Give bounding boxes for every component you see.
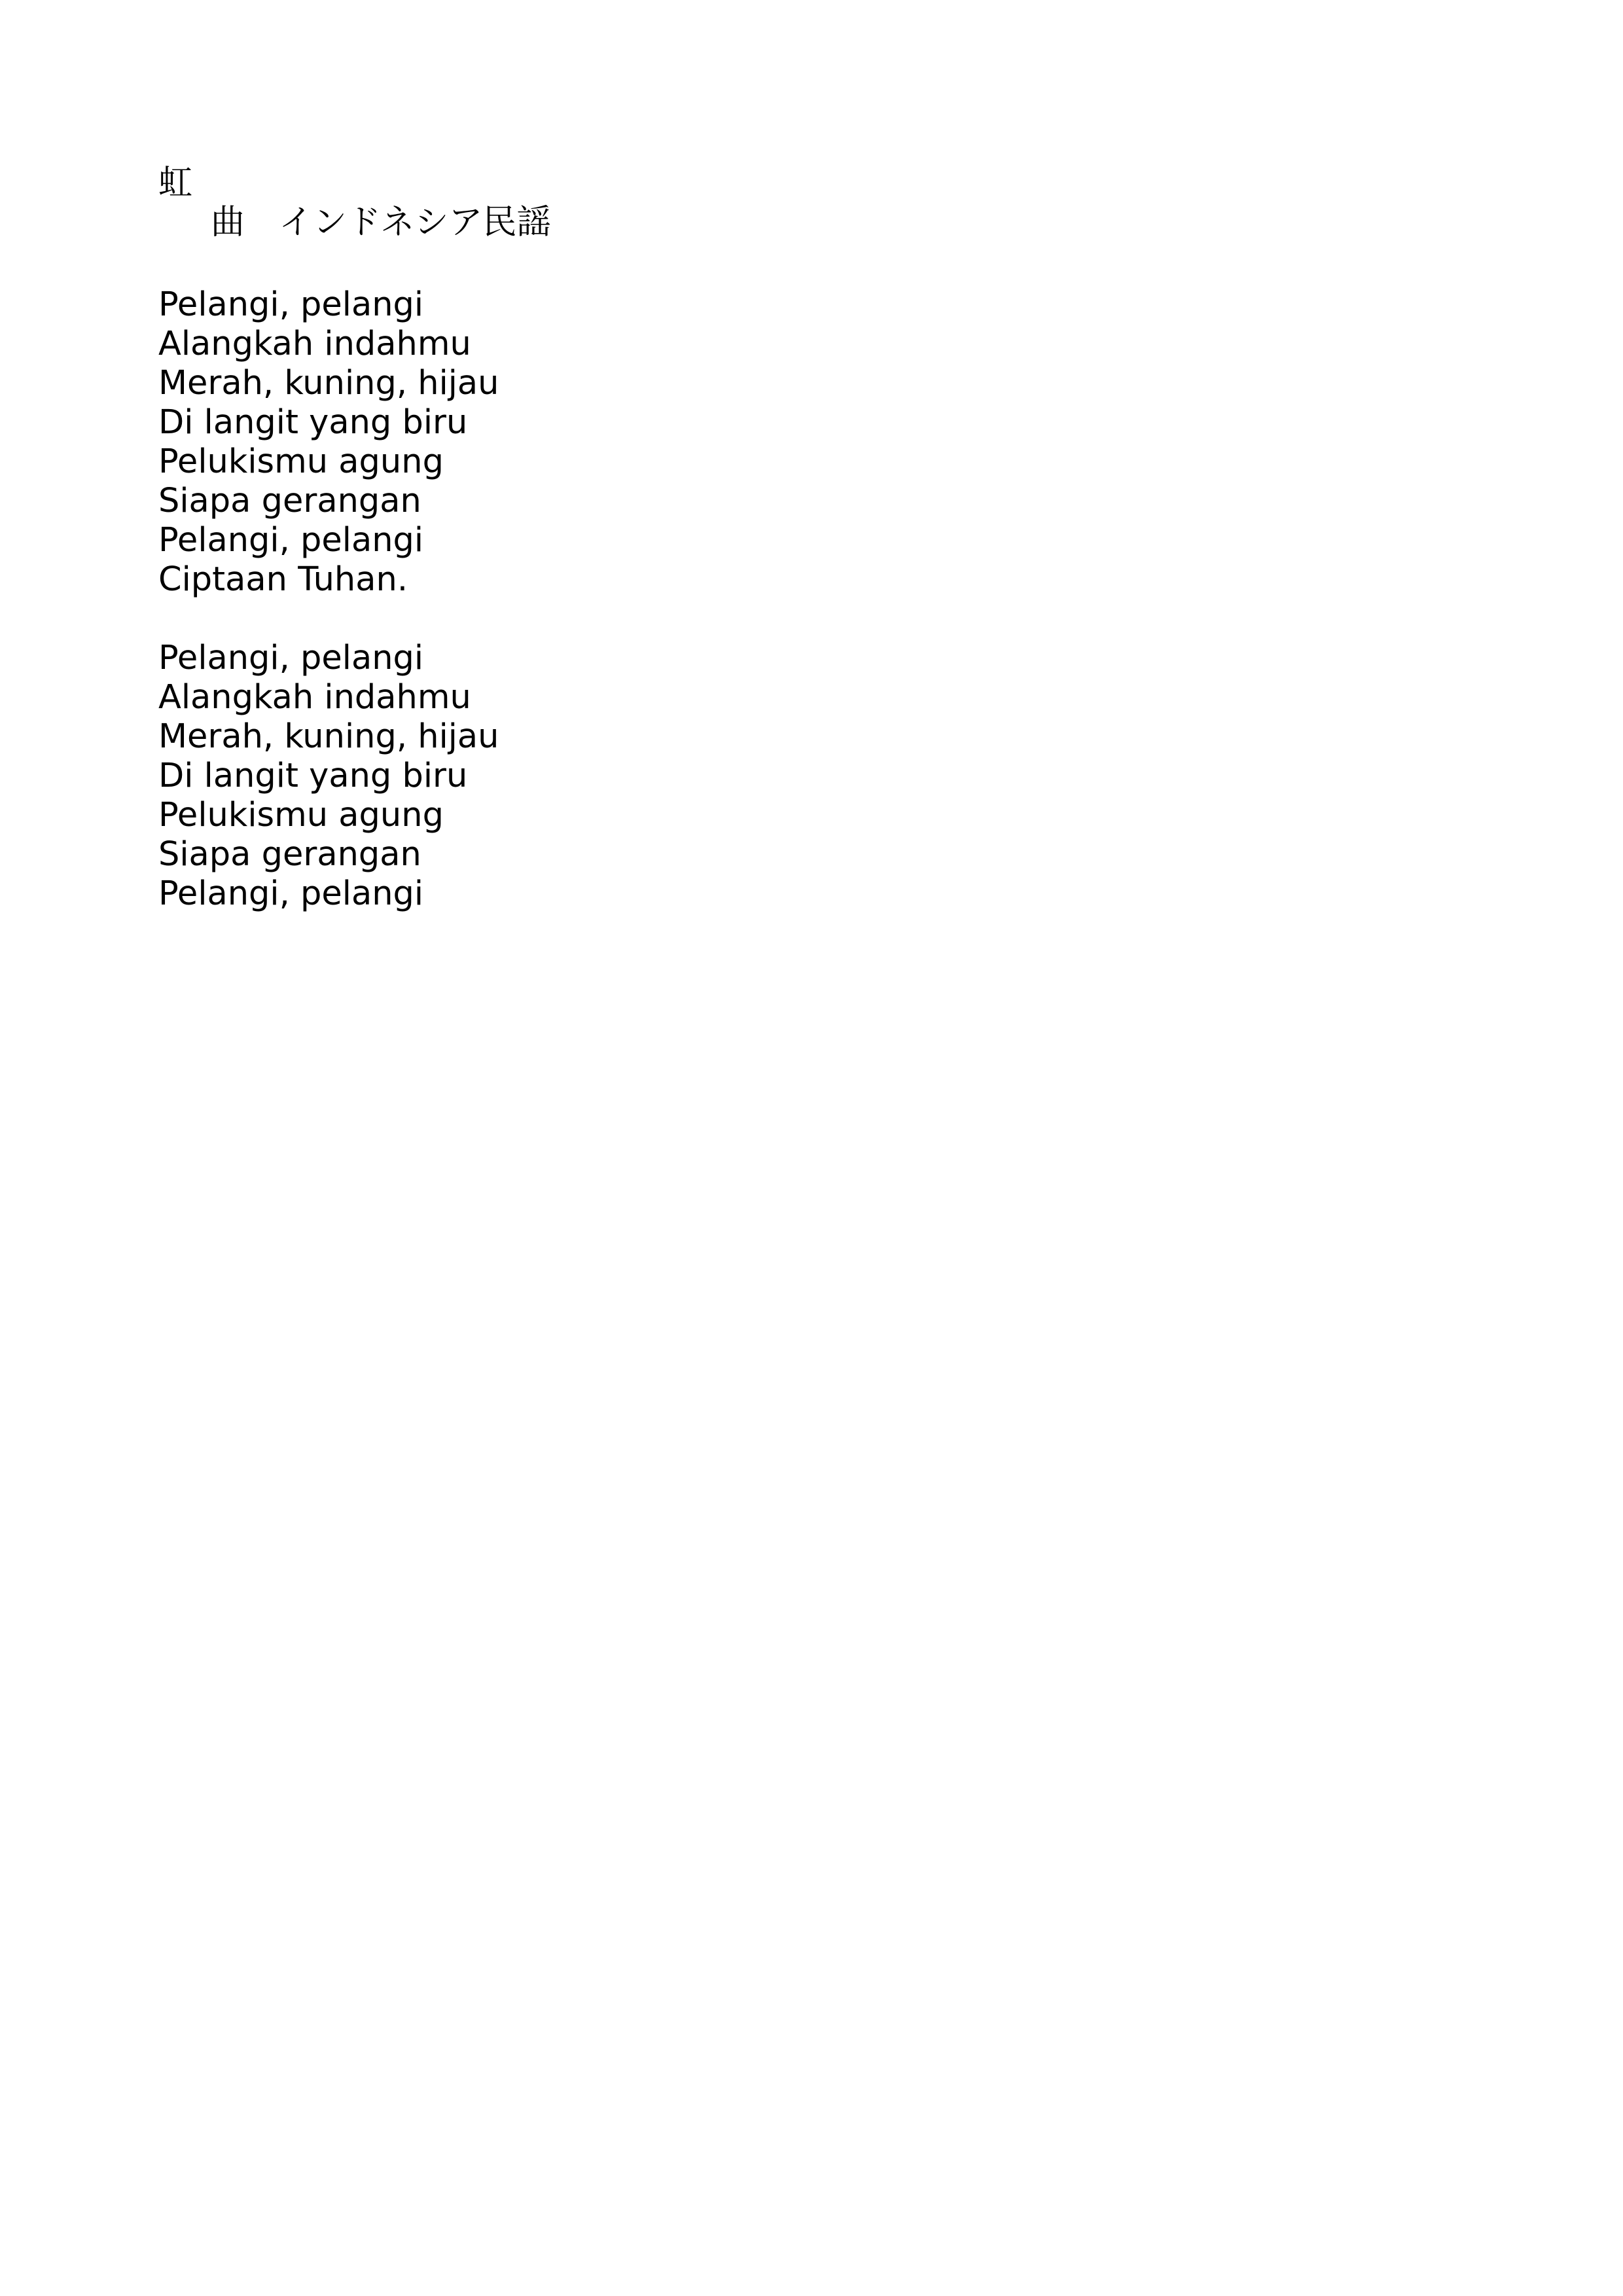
lyric-line: Di langit yang biru	[158, 403, 468, 442]
lyric-line: Pelangi, pelangi	[158, 874, 424, 913]
lyric-line: Pelukismu agung	[158, 796, 444, 834]
lyric-line: Merah, kuning, hijau	[158, 717, 499, 756]
verse-2	[158, 639, 499, 914]
verse-1	[158, 285, 499, 600]
lyric-line: Siapa gerangan	[158, 482, 421, 520]
lyric-line: Di langit yang biru	[158, 757, 468, 795]
lyric-line: Alangkah indahmu	[158, 678, 471, 717]
lyric-line: Ciptaan Tuhan.	[158, 560, 408, 599]
lyric-line: Pelukismu agung	[158, 442, 444, 481]
page-title: 虹	[158, 164, 193, 203]
composer-credit: 曲 インドネシア民謡	[211, 203, 551, 242]
lyric-line: Siapa gerangan	[158, 835, 421, 874]
lyric-line: Pelangi, pelangi	[158, 639, 424, 677]
lyric-line: Merah, kuning, hijau	[158, 364, 499, 403]
lyric-line: Pelangi, pelangi	[158, 521, 424, 560]
lyric-line: Pelangi, pelangi	[158, 285, 424, 324]
lyric-line: Alangkah indahmu	[158, 325, 471, 363]
